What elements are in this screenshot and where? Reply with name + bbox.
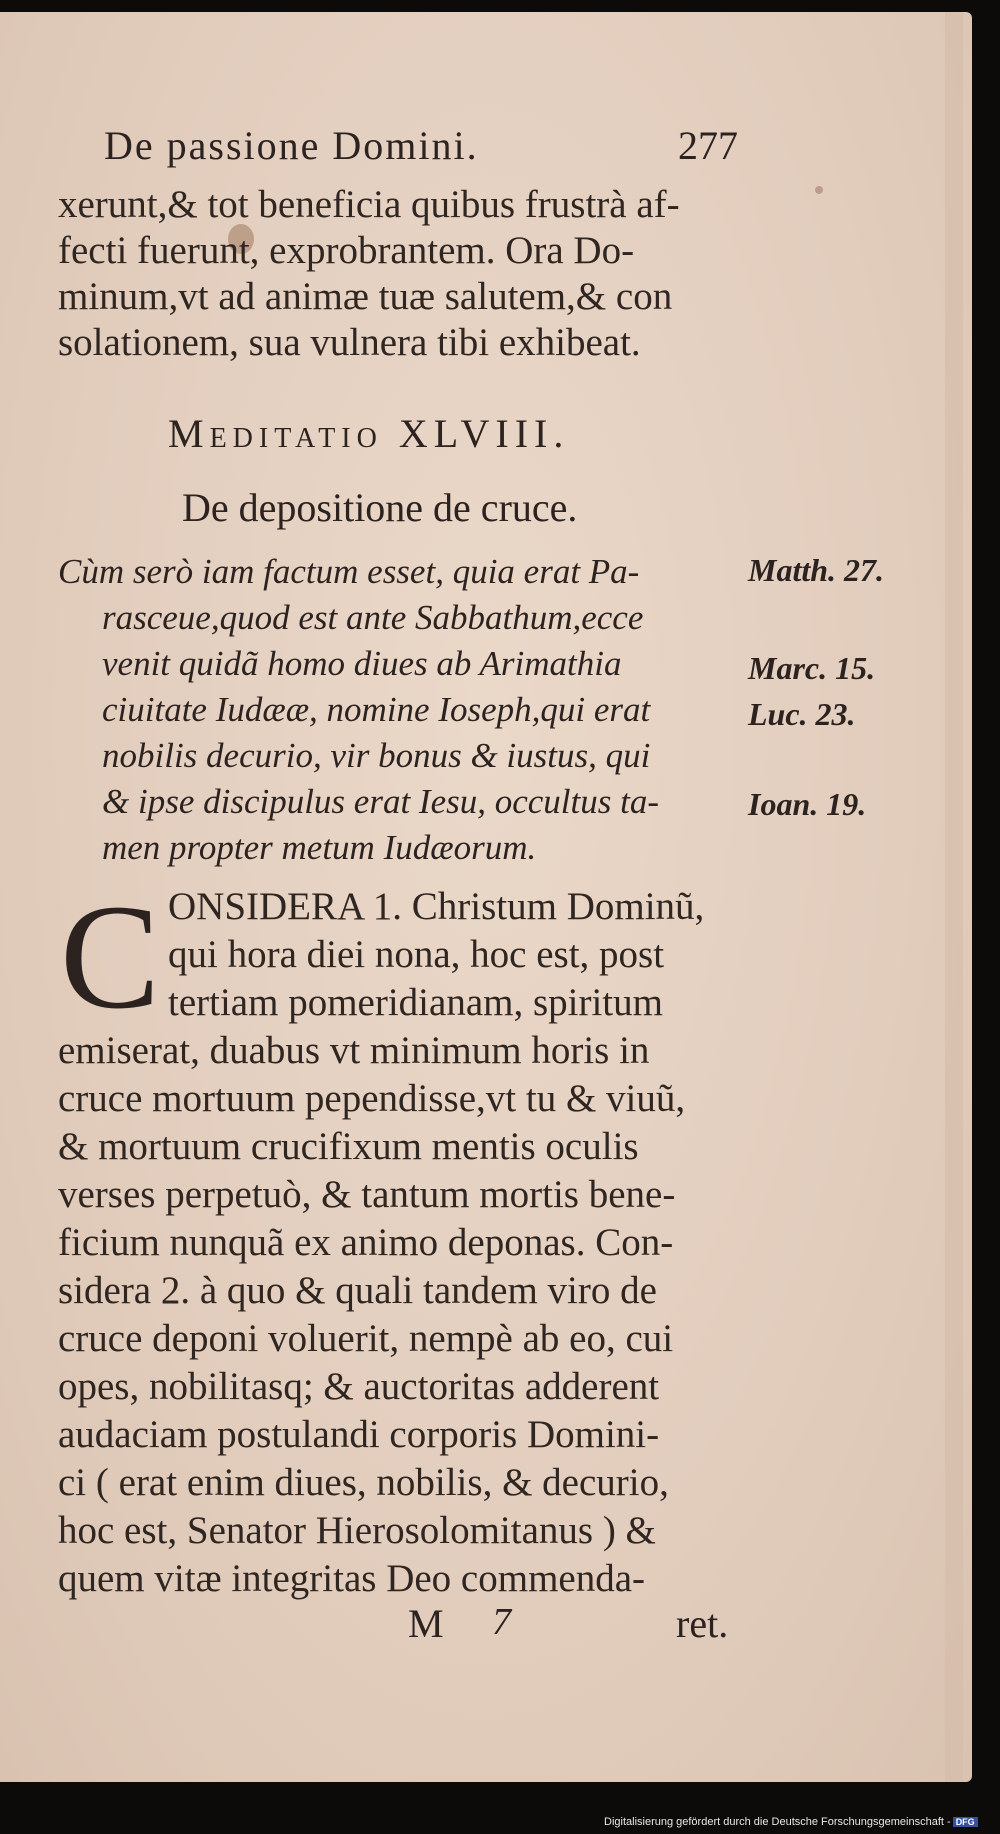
text-line: emiserat, duabus vt minimum horis in bbox=[58, 1029, 650, 1072]
text-line: ONSIDERA 1. Christum Dominũ, bbox=[168, 885, 705, 928]
running-head-title: De passione Domini. bbox=[104, 123, 479, 168]
text-line: tertiam pomeridianam, spiritum bbox=[168, 981, 663, 1024]
scripture-line: venit quidã homo diues ab Arimathia bbox=[102, 644, 622, 683]
text-line: quem vitæ integritas Deo commenda- bbox=[58, 1557, 646, 1600]
text-line: sidera 2. à quo & quali tandem viro de bbox=[58, 1269, 657, 1312]
dfg-logo: DFG bbox=[953, 1817, 978, 1827]
signature-number: 7 bbox=[492, 1601, 511, 1643]
text-line: minum,vt ad animæ tuæ salutem,& con bbox=[58, 275, 673, 318]
page-edge bbox=[945, 12, 963, 1782]
scripture-line: nobilis decurio, vir bonus & iustus, qui bbox=[102, 736, 651, 775]
catchword: ret. bbox=[676, 1601, 729, 1646]
text-line: verses perpetuò, & tantum mortis bene- bbox=[58, 1173, 676, 1216]
scripture-line: ciuitate Iudææ, nomine Ioseph,qui erat bbox=[102, 690, 651, 729]
text-line: fecti fuerunt, exprobrantem. Ora Do- bbox=[58, 229, 635, 272]
text-line: opes, nobilitasq; & auctoritas adderent bbox=[58, 1365, 660, 1408]
margin-reference: Luc. 23. bbox=[748, 696, 856, 732]
scripture-line: rasceue,quod est ante Sabbathum,ecce bbox=[102, 598, 644, 637]
text-line: & mortuum crucifixum mentis oculis bbox=[58, 1125, 639, 1168]
margin-reference: Ioan. 19. bbox=[748, 786, 867, 822]
scripture-line: Cùm serò iam factum esset, quia erat Pa- bbox=[58, 552, 640, 591]
text-line: xerunt,& tot beneficia quibus frustrà af- bbox=[58, 183, 680, 226]
signature-mark: M bbox=[408, 1601, 444, 1646]
text-line: audaciam postulandi corporis Domini- bbox=[58, 1413, 660, 1456]
margin-reference: Matth. 27. bbox=[748, 552, 885, 588]
meditation-subtitle: De depositione de cruce. bbox=[182, 485, 578, 530]
text-line: cruce mortuum pependisse,vt tu & viuũ, bbox=[58, 1077, 686, 1120]
text-line: ci ( erat enim diues, nobilis, & decurio, bbox=[58, 1461, 669, 1504]
margin-reference: Marc. 15. bbox=[748, 650, 876, 686]
meditation-title: Meditatio XLVIII. bbox=[168, 411, 570, 456]
scripture-line: & ipse discipulus erat Iesu, occultus ta- bbox=[102, 782, 660, 821]
scripture-line: men propter metum Iudæorum. bbox=[102, 828, 537, 867]
ink-stain bbox=[815, 186, 823, 194]
digitization-credit bbox=[604, 1816, 978, 1828]
text-line: ficium nunquã ex animo deponas. Con- bbox=[58, 1221, 674, 1264]
drop-cap: C bbox=[60, 874, 161, 1040]
text-line: qui hora diei nona, hoc est, post bbox=[168, 933, 665, 976]
credit-text: Digitalisierung gefördert durch die Deutsche Forschungsgemeinschaft - bbox=[604, 1816, 951, 1828]
text-line: hoc est, Senator Hierosolomitanus ) & bbox=[58, 1509, 656, 1552]
text-line: solationem, sua vulnera tibi exhibeat. bbox=[58, 321, 641, 364]
page-number: 277 bbox=[678, 123, 738, 168]
text-line: cruce deponi voluerit, nempè ab eo, cui bbox=[58, 1317, 674, 1360]
